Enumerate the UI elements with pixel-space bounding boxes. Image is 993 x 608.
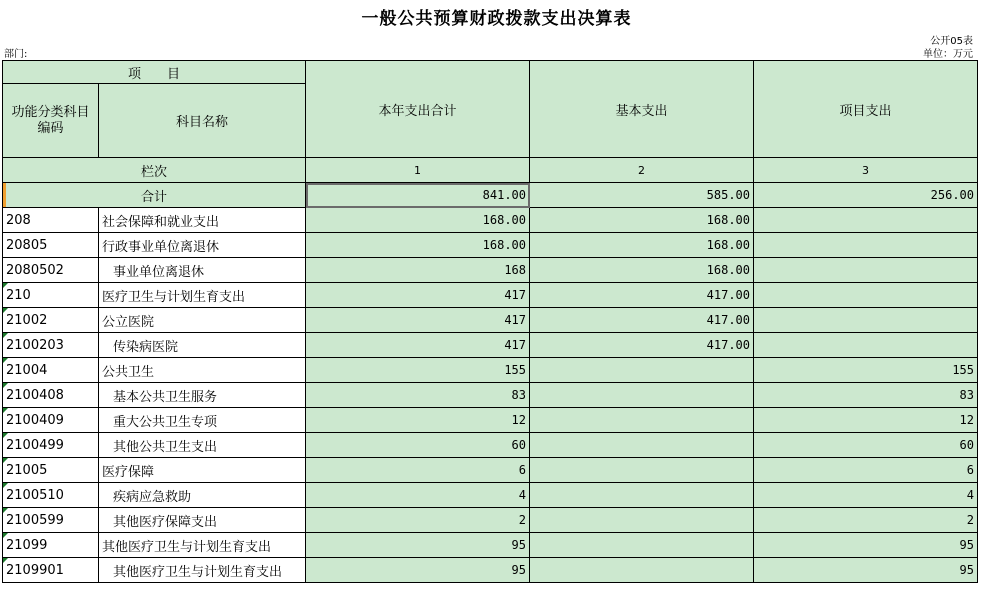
- report-title: 一般公共预算财政拨款支出决算表: [361, 9, 632, 29]
- table-row: [3, 358, 978, 383]
- code-cell[interactable]: 2109901: [3, 558, 99, 583]
- project-cell[interactable]: 6: [754, 458, 978, 483]
- code-cell[interactable]: 2100510: [3, 483, 99, 508]
- name-cell[interactable]: 其他医疗卫生与计划生育支出: [99, 558, 306, 583]
- header-project[interactable]: 项目支出: [754, 61, 978, 158]
- totals-basic-cell[interactable]: 585.00: [530, 183, 754, 208]
- name-cell[interactable]: 医疗保障: [99, 458, 306, 483]
- header-code[interactable]: 功能分类科目编码: [3, 84, 99, 158]
- column-index-label[interactable]: 栏次: [3, 158, 306, 183]
- table-row: [3, 283, 978, 308]
- total-cell[interactable]: 155: [306, 358, 530, 383]
- code-cell[interactable]: 20805: [3, 233, 99, 258]
- basic-cell[interactable]: 168.00: [530, 208, 754, 233]
- code-cell[interactable]: 21002: [3, 308, 99, 333]
- basic-cell[interactable]: [530, 508, 754, 533]
- code-cell[interactable]: 2080502: [3, 258, 99, 283]
- table-row: [3, 383, 978, 408]
- basic-cell[interactable]: 168.00: [530, 258, 754, 283]
- table-row: [3, 458, 978, 483]
- name-cell[interactable]: 基本公共卫生服务: [99, 383, 306, 408]
- column-index-2[interactable]: 2: [530, 158, 754, 183]
- name-cell[interactable]: 社会保障和就业支出: [99, 208, 306, 233]
- project-cell[interactable]: [754, 233, 978, 258]
- project-cell[interactable]: [754, 283, 978, 308]
- table-row: [3, 558, 978, 583]
- project-cell[interactable]: 83: [754, 383, 978, 408]
- basic-cell[interactable]: [530, 483, 754, 508]
- table-row: [3, 208, 978, 233]
- department-label: 部门:: [4, 49, 28, 60]
- table-row: [3, 408, 978, 433]
- basic-cell[interactable]: [530, 533, 754, 558]
- total-cell[interactable]: 168: [306, 258, 530, 283]
- project-cell[interactable]: 2: [754, 508, 978, 533]
- total-cell[interactable]: 417: [306, 283, 530, 308]
- code-cell[interactable]: 2100499: [3, 433, 99, 458]
- total-cell[interactable]: 417: [306, 308, 530, 333]
- total-cell[interactable]: 2: [306, 508, 530, 533]
- code-cell[interactable]: 208: [3, 208, 99, 233]
- project-cell[interactable]: 95: [754, 558, 978, 583]
- project-cell[interactable]: [754, 308, 978, 333]
- name-cell[interactable]: 公共卫生: [99, 358, 306, 383]
- total-cell[interactable]: 95: [306, 558, 530, 583]
- header-basic[interactable]: 基本支出: [530, 61, 754, 158]
- table-row: [3, 333, 978, 358]
- basic-cell[interactable]: [530, 558, 754, 583]
- expenditure-table: [2, 60, 978, 583]
- column-index-3[interactable]: 3: [754, 158, 978, 183]
- unit-label: 单位：万元: [923, 49, 973, 60]
- name-cell[interactable]: 事业单位离退休: [99, 258, 306, 283]
- header-total[interactable]: 本年支出合计: [306, 61, 530, 158]
- table-row: [3, 508, 978, 533]
- name-cell[interactable]: 医疗卫生与计划生育支出: [99, 283, 306, 308]
- total-cell[interactable]: 12: [306, 408, 530, 433]
- code-cell[interactable]: 2100409: [3, 408, 99, 433]
- total-cell[interactable]: 4: [306, 483, 530, 508]
- total-cell[interactable]: 6: [306, 458, 530, 483]
- name-cell[interactable]: 传染病医院: [99, 333, 306, 358]
- name-cell[interactable]: 重大公共卫生专项: [99, 408, 306, 433]
- code-cell[interactable]: 2100599: [3, 508, 99, 533]
- table-row: [3, 233, 978, 258]
- total-cell[interactable]: 83: [306, 383, 530, 408]
- column-index-row: [3, 158, 978, 183]
- project-cell[interactable]: [754, 333, 978, 358]
- total-cell[interactable]: 417: [306, 333, 530, 358]
- project-cell[interactable]: 95: [754, 533, 978, 558]
- table-row: [3, 483, 978, 508]
- name-cell[interactable]: 行政事业单位离退休: [99, 233, 306, 258]
- basic-cell[interactable]: [530, 408, 754, 433]
- header-row-1: [3, 61, 978, 84]
- project-cell[interactable]: 4: [754, 483, 978, 508]
- table-row: [3, 533, 978, 558]
- project-cell[interactable]: 60: [754, 433, 978, 458]
- header-name[interactable]: 科目名称: [99, 84, 306, 158]
- totals-row: [3, 183, 978, 208]
- basic-cell[interactable]: [530, 383, 754, 408]
- code-cell[interactable]: 210: [3, 283, 99, 308]
- basic-cell[interactable]: [530, 358, 754, 383]
- code-cell[interactable]: 21099: [3, 533, 99, 558]
- totals-total-cell[interactable]: 841.00: [306, 183, 530, 208]
- total-cell[interactable]: 168.00: [306, 233, 530, 258]
- code-cell[interactable]: 21005: [3, 458, 99, 483]
- basic-cell[interactable]: [530, 458, 754, 483]
- table-row: [3, 433, 978, 458]
- project-cell[interactable]: [754, 258, 978, 283]
- code-cell[interactable]: 2100408: [3, 383, 99, 408]
- basic-cell[interactable]: 168.00: [530, 233, 754, 258]
- total-cell[interactable]: 95: [306, 533, 530, 558]
- code-cell[interactable]: 2100203: [3, 333, 99, 358]
- totals-project-cell[interactable]: 256.00: [754, 183, 978, 208]
- code-cell[interactable]: 21004: [3, 358, 99, 383]
- name-cell[interactable]: 疾病应急救助: [99, 483, 306, 508]
- basic-cell[interactable]: [530, 433, 754, 458]
- total-cell[interactable]: 60: [306, 433, 530, 458]
- basic-cell[interactable]: 417.00: [530, 283, 754, 308]
- total-cell[interactable]: 168.00: [306, 208, 530, 233]
- table-row: [3, 308, 978, 333]
- project-cell[interactable]: [754, 208, 978, 233]
- project-cell[interactable]: 12: [754, 408, 978, 433]
- name-cell[interactable]: 公立医院: [99, 308, 306, 333]
- basic-cell[interactable]: 417.00: [530, 333, 754, 358]
- name-cell[interactable]: 其他医疗卫生与计划生育支出: [99, 533, 306, 558]
- basic-cell[interactable]: 417.00: [530, 308, 754, 333]
- name-cell[interactable]: 其他医疗保障支出: [99, 508, 306, 533]
- totals-label[interactable]: 合计: [3, 183, 306, 208]
- form-code: 公开05表: [930, 36, 973, 47]
- header-item[interactable]: 项 目: [3, 61, 306, 84]
- table-row: [3, 258, 978, 283]
- name-cell[interactable]: 其他公共卫生支出: [99, 433, 306, 458]
- project-cell[interactable]: 155: [754, 358, 978, 383]
- column-index-1[interactable]: 1: [306, 158, 530, 183]
